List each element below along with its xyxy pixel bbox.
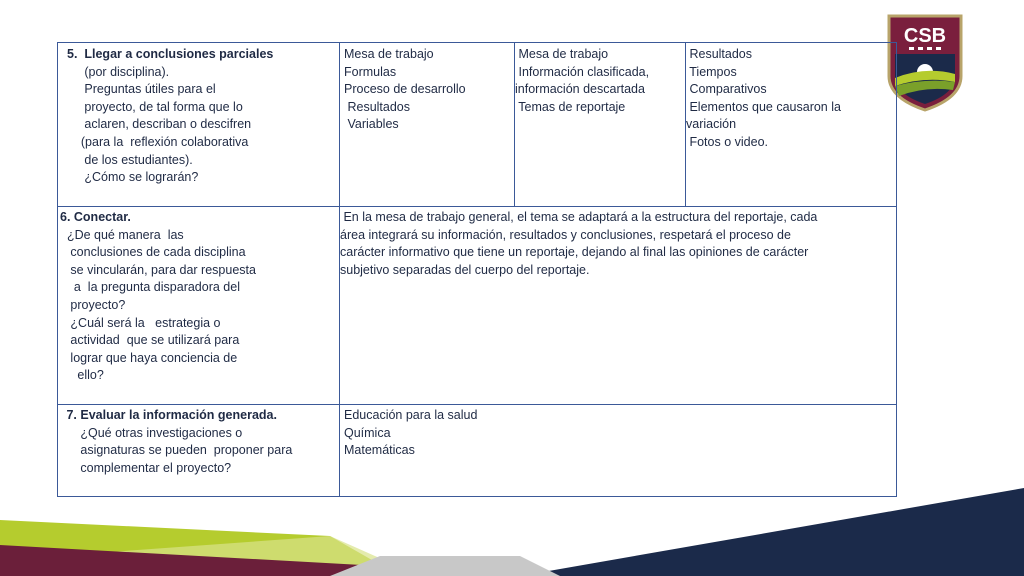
section7-line-1: ¿Qué otras investigaciones o <box>63 425 243 440</box>
section6-line-3: se vincularán, para dar respuesta <box>60 262 256 277</box>
crest-text: CSB <box>903 25 947 47</box>
section5-line-6: de los estudiantes). <box>67 152 193 167</box>
section5-line-1: (por disciplina). <box>67 64 170 79</box>
section7-answer-line-1: Química <box>344 425 391 440</box>
section6-line-9: ello? <box>60 368 104 383</box>
section6-answer-line-3: subjetivo separadas del cuerpo del reportaje. <box>340 262 590 277</box>
row-divider-1 <box>58 206 896 207</box>
section5-question-cell <box>67 46 337 187</box>
section5-col3-line-2: información descartada <box>515 82 645 97</box>
section5-col4-line-1: Tiempos <box>686 64 737 79</box>
section5-col4-line-4: variación <box>686 117 737 132</box>
section5-line-2: Preguntas útiles para el <box>67 82 216 97</box>
section6-line-8: lograr que haya conciencia de <box>60 350 238 365</box>
section5-col4-line-2: Comparativos <box>686 82 767 97</box>
section5-col3-line-3: Temas de reportaje <box>515 99 626 114</box>
section6-answer-cell <box>340 209 896 279</box>
section7-answer-line-2: Matemáticas <box>344 443 415 458</box>
section5-col2-line-1: Formulas <box>344 64 397 79</box>
section7-answer-cell <box>344 407 894 460</box>
section5-col3-cell <box>515 46 683 116</box>
section5-line-5: (para la reflexión colaborativa <box>67 134 249 149</box>
section7-answer-line-0: Educación para la salud <box>344 408 478 422</box>
section5-col4-line-3: Elementos que causaron la <box>686 99 841 114</box>
section6-answer-line-1: área integrará su información, resultados y conclusiones, respetará el proceso de <box>340 227 791 242</box>
section5-col2-line-2: Proceso de desarrollo <box>344 82 466 97</box>
section6-question-cell <box>60 209 337 385</box>
section5-line-7: ¿Cómo se lograrán? <box>67 170 199 185</box>
section6-line-4: a la pregunta disparadora del <box>60 280 240 295</box>
school-crest-logo <box>885 12 965 112</box>
section7-line-3: complementar el proyecto? <box>63 460 232 475</box>
section7-line-2: asignaturas se pueden proponer para <box>63 443 293 458</box>
section6-answer-line-2: carácter informativo que tiene un reportaje, dejando al final las opiniones de carácter <box>340 245 809 260</box>
section5-line-3: proyecto, de tal forma que lo <box>67 99 243 114</box>
section7-question-cell <box>63 407 337 477</box>
section5-col4-line-0: Resultados <box>686 47 753 61</box>
section5-col2-line-4: Variables <box>344 117 399 132</box>
section7-line-0: 7. Evaluar la información generada. <box>63 408 277 422</box>
section6-line-2: conclusiones de cada disciplina <box>60 245 246 260</box>
section6-line-0: 6. Conectar. <box>60 210 131 224</box>
project-table <box>57 42 897 497</box>
section5-line-0: 5. Llegar a conclusiones parciales <box>67 47 274 61</box>
section6-answer-line-0: En la mesa de trabajo general, el tema se adaptará a la estructura del reportaje, cada <box>340 210 818 224</box>
section5-col2-cell <box>344 46 512 134</box>
section6-line-7: actividad que se utilizará para <box>60 333 240 348</box>
section5-col2-line-0: Mesa de trabajo <box>344 47 434 61</box>
row-divider-2 <box>58 404 896 405</box>
section6-line-6: ¿Cuál será la estrategia o <box>60 315 221 330</box>
section5-col3-line-1: Información clasificada, <box>515 64 650 79</box>
section5-line-4: aclaren, describan o descifren <box>67 117 252 132</box>
section6-line-1: ¿De qué manera las <box>60 227 184 242</box>
section5-col3-line-0: Mesa de trabajo <box>515 47 609 61</box>
section5-col2-line-3: Resultados <box>344 99 411 114</box>
section6-line-5: proyecto? <box>60 297 126 312</box>
section5-col4-line-5: Fotos o video. <box>686 134 768 149</box>
section5-col4-cell <box>686 46 894 152</box>
